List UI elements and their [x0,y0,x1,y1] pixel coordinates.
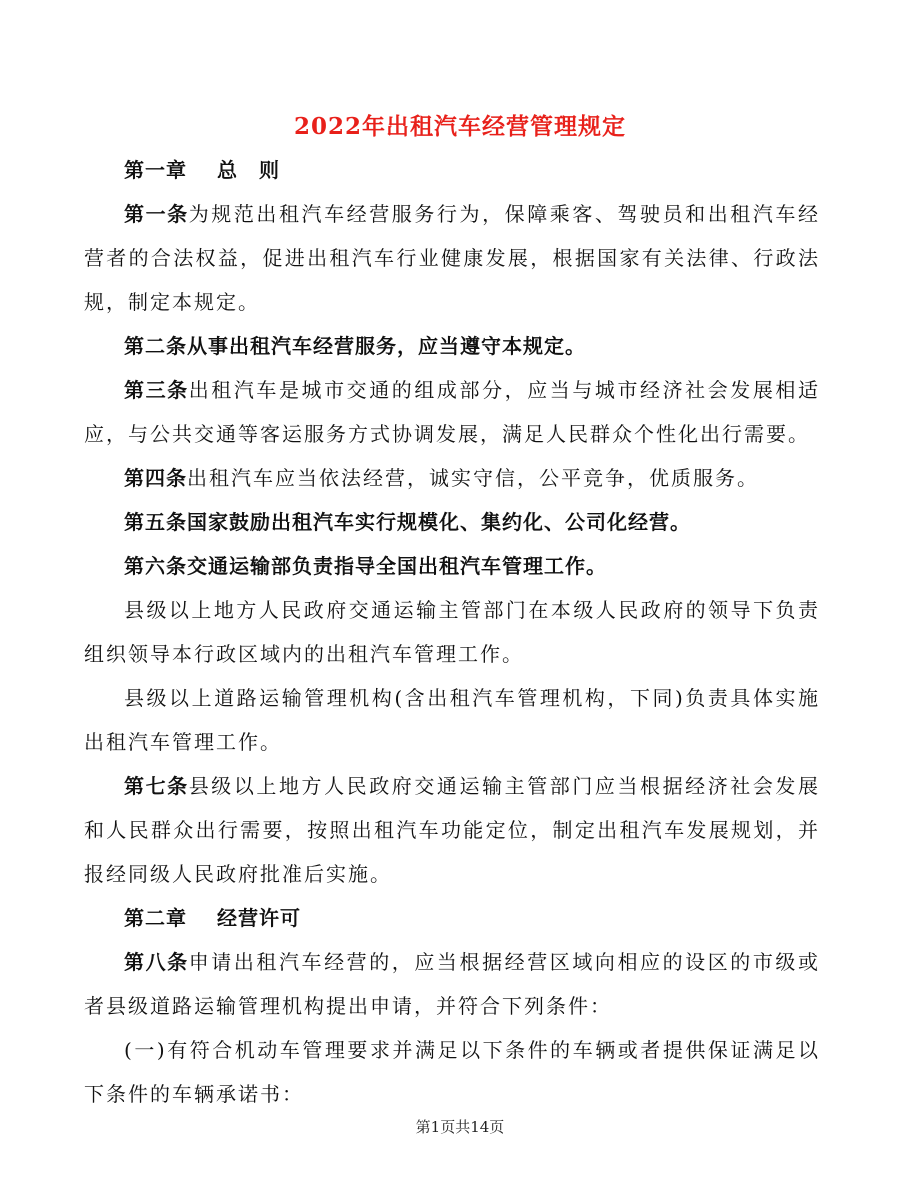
article-text: 为规范出租汽车经营服务行为，保障乘客、驾驶员和出租汽车经营者的合法权益，促进出租汽车行业健康发展，根据国家有关法律、行政法规，制定本规定。 [84,202,821,314]
article-1 [84,192,820,324]
article-2: 第二条从事出租汽车经营服务，应当遵守本规定。 [124,334,586,358]
article-3 [84,368,820,456]
article-label: 第四条 [124,466,187,490]
article-7 [84,764,820,896]
article-6-paragraph-3: 县级以上道路运输管理机构(含出租汽车管理机构，下同)负责具体实施出租汽车管理工作。 [84,686,820,754]
article-label: 第三条 [124,378,189,402]
article-4 [84,456,820,500]
article-label: 第七条 [124,774,189,798]
chapter-number: 第二章 [124,906,187,930]
chapter-heading-2 [84,896,820,940]
article-6: 第六条交通运输部负责指导全国出租汽车管理工作。 [124,554,607,578]
article-5: 第五条国家鼓励出租汽车实行规模化、集约化、公司化经营。 [124,510,691,534]
document-body [84,148,820,1116]
chapter-heading-1 [84,148,820,192]
article-text: 申请出租汽车经营的，应当根据经营区域向相应的设区的市级或者县级道路运输管理机构提出申请，并符合下列条件： [84,950,821,1018]
chapter-name: 总 则 [217,158,280,182]
article-label: 第八条 [124,950,189,974]
document-title: 2022年出租汽车经营管理规定 [293,113,626,140]
chapter-number: 第一章 [124,158,187,182]
article-8-item-1: (一)有符合机动车管理要求并满足以下条件的车辆或者提供保证满足以下条件的车辆承诺书： [84,1038,820,1106]
article-text: 县级以上地方人民政府交通运输主管部门应当根据经济社会发展和人民群众出行需要，按照出租汽车功能定位，制定出租汽车发展规划，并报经同级人民政府批准后实施。 [84,774,821,886]
article-text: 出租汽车应当依法经营，诚实守信，公平竞争，优质服务。 [187,466,759,490]
page-footer: 第1页共14页 [415,1118,505,1136]
article-label: 第一条 [124,202,189,226]
article-8 [84,940,820,1028]
article-text: 出租汽车是城市交通的组成部分，应当与城市经济社会发展相适应，与公共交通等客运服务方式协调发展，满足人民群众个性化出行需要。 [84,378,821,446]
article-6-paragraph-2: 县级以上地方人民政府交通运输主管部门在本级人民政府的领导下负责组织领导本行政区域内的出租汽车管理工作。 [84,598,820,666]
chapter-name: 经营许可 [217,906,301,930]
